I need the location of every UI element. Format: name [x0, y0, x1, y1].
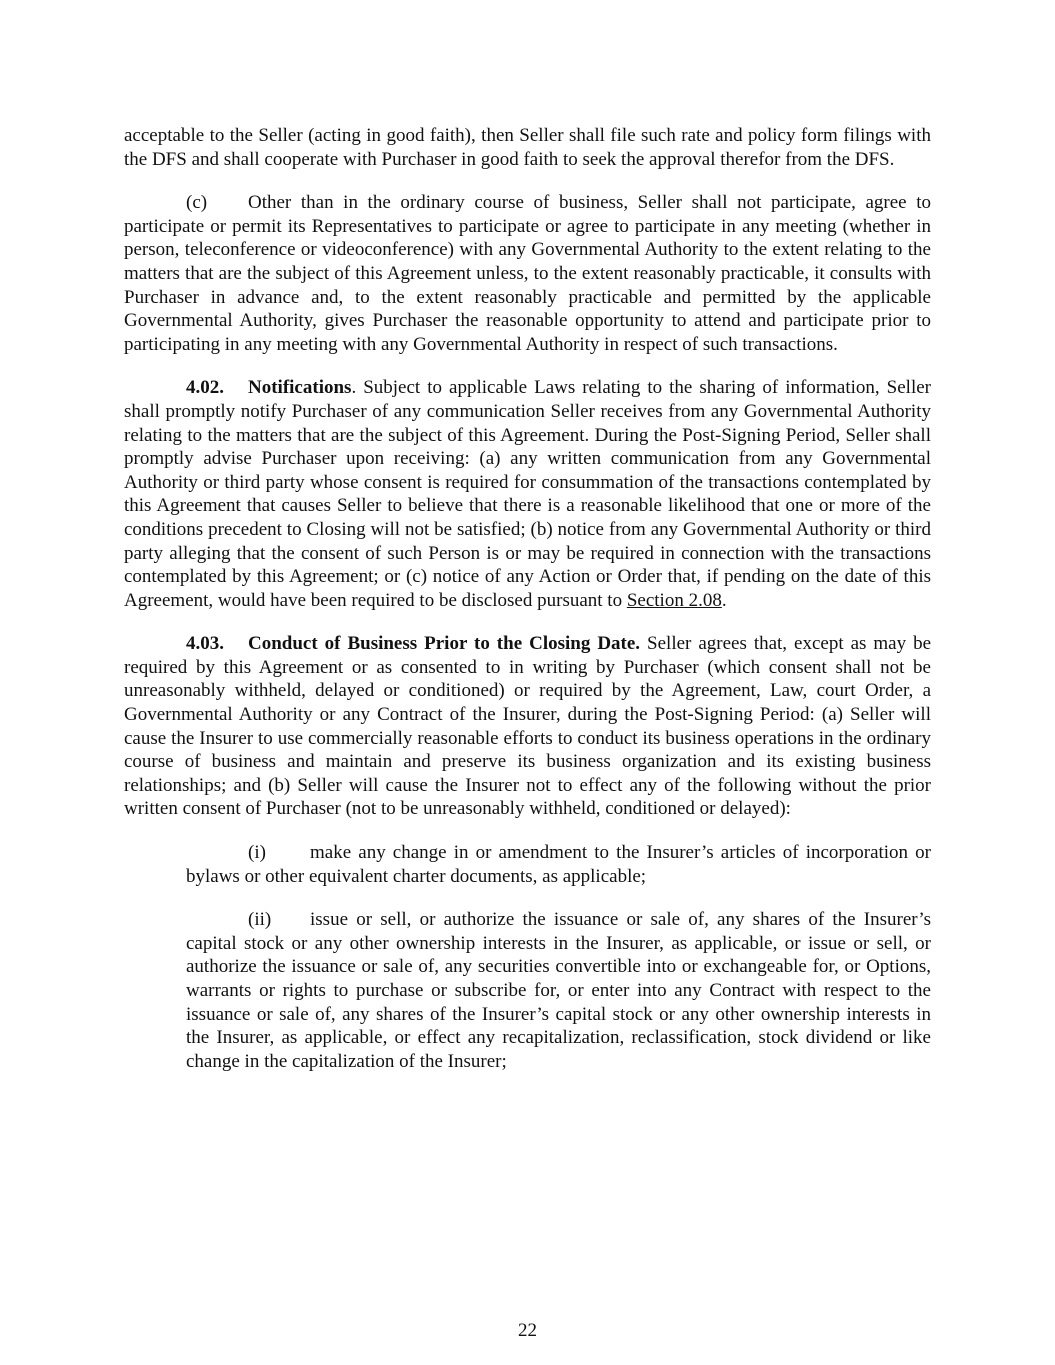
- section-number-4-03: 4.03.: [186, 633, 224, 655]
- paragraph-continuation: acceptable to the Seller (acting in good faith), then Seller shall file such rate and policy form filings with the DFS and shall cooperate with Purchaser in good faith to seek the approval therefor from the DFS.: [124, 125, 931, 170]
- section-text-4-03: Seller agrees that, except as may be required by this Agreement or as consented to in writing by Purchaser (which consent shall not be unreasonably withheld, delayed or conditioned) or required by the Agreement, Law, court Order, a Governmental Authority or any Contract of the Insurer, during the Post-Signing Period: (a) Seller will cause the Insurer to use commercially reasonable efforts to conduct its business operations in the ordinary course of business and maintain and preserve its business organization and its existing business relationships; and (b) Seller will cause the Insurer not to effect any of the following without the prior written consent of Purchaser (not to be unreasonably withheld, conditioned or delayed):: [124, 633, 931, 820]
- subitem-text-ii: issue or sell, or authorize the issuance or sale of, any shares of the Insurer’s capital stock or any other ownership interests in the Insurer, as applicable, or issue or sell, or authorize the issuance or sale of, any securities convertible into or exchangeable for, or Options, warrants or rights to purchase or subscribe for, or enter into any Contract with respect to the issuance or sale of, any shares of the Insurer’s capital stock or any other ownership interests in the Insurer, as applicable, or effect any recapitalization, reclassification, stock dividend or like change in the capitalization of the Insurer;: [186, 909, 931, 1072]
- subitem-i: [186, 841, 931, 888]
- clause-text-c: Other than in the ordinary course of business, Seller shall not participate, agree to participate or permit its Representatives to participate or agree to participate in any meeting (whether in person, teleconference or videoconference) with any Governmental Authority to the extent relating to the matters that are the subject of this Agreement unless, to the extent reasonably practicable, it consults with Purchaser in advance and, to the extent reasonably practicable and permitted by the applicable Governmental Authority, gives Purchaser the reasonable opportunity to attend and participate prior to participating in any meeting with any Governmental Authority in respect of such transactions.: [124, 192, 931, 355]
- section-4-02: [124, 376, 931, 612]
- section-title-conduct-of-business: Conduct of Business Prior to the Closing Date.: [248, 633, 641, 655]
- paragraph-c: [124, 191, 931, 356]
- subitem-label-i: (i): [248, 842, 266, 864]
- section-number-4-02: 4.02.: [186, 377, 224, 399]
- document-body: [124, 124, 931, 1093]
- subitem-text-i: make any change in or amendment to the Insurer’s articles of incorporation or bylaws or other equivalent charter documents, as applicable;: [186, 842, 931, 887]
- page-number: 22: [518, 1320, 537, 1341]
- section-4-03: [124, 632, 931, 821]
- subitem-ii: [186, 908, 931, 1073]
- subitem-label-ii: (ii): [248, 909, 272, 931]
- section-text-4-02: . Subject to applicable Laws relating to the sharing of information, Seller shall promptly notify Purchaser of any communication Seller receives from any Governmental Authority relating to the matters that are the subject of this Agreement. During the Post-Signing Period, Seller shall promptly advise Purchaser upon receiving: (a) any written communication from any Governmental Authority or third party whose consent is required for consummation of the transactions contemplated by this Agreement that causes Seller to believe that there is a reasonable likelihood that one or more of the conditions precedent to Closing will not be satisfied; (b) notice from any Governmental Authority or third party alleging that the consent of such Person is or may be required in connection with the transactions contemplated by this Agreement; or (c) notice of any Action or Order that, if pending on the date of this Agreement, would have been required to be disclosed pursuant to: [124, 377, 931, 611]
- clause-label-c: (c): [186, 192, 208, 214]
- section-title-notifications: Notifications: [248, 377, 352, 399]
- cross-reference-section-2-08: Section 2.08: [626, 589, 722, 611]
- section-end-4-02: .: [721, 589, 727, 611]
